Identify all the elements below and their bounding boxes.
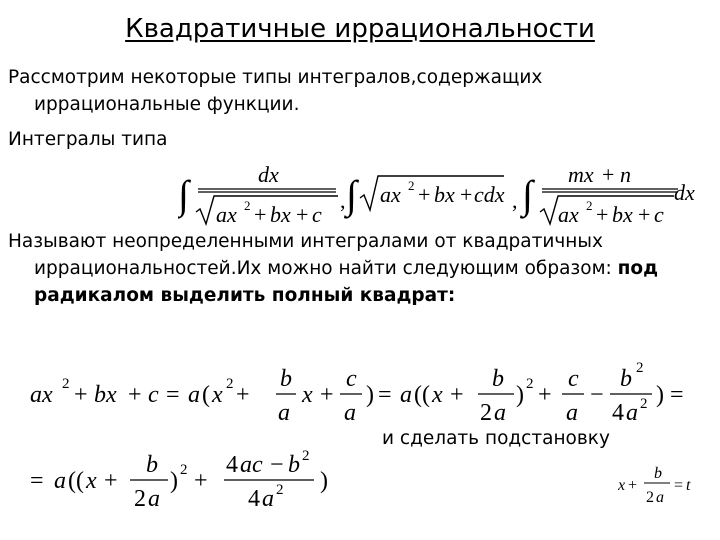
integrals-label: Интегралы типа [8,129,168,150]
svg-text:+: + [460,182,473,207]
svg-text:bx: bx [434,182,455,207]
svg-text:2: 2 [408,178,415,193]
svg-text:2: 2 [244,198,251,213]
svg-text:a: a [566,400,578,426]
method-line-2-text: иррациональностей.Их можно найти следующим образом: [34,258,618,279]
svg-text:+: + [628,477,638,494]
svg-text:2: 2 [134,486,146,512]
svg-text:2: 2 [646,489,654,506]
intro-paragraph [8,64,708,118]
svg-text:b: b [492,366,504,392]
svg-text:x: x [432,382,443,408]
completing-square-formula [30,356,710,428]
svg-text:+: + [296,202,309,227]
svg-text:4: 4 [248,486,260,512]
method-line-2-bold: под [617,258,659,279]
svg-text:+: + [236,382,250,408]
svg-text:bx: bx [612,202,633,227]
svg-text:+: + [104,468,118,494]
svg-text:−: − [270,452,284,478]
svg-text:+: + [128,382,142,408]
svg-text:a: a [262,486,274,512]
svg-text:a: a [148,486,160,512]
svg-text:2: 2 [180,462,188,478]
svg-text:+: + [254,202,267,227]
svg-text:=: = [670,382,684,408]
svg-text:ac: ac [240,452,263,478]
svg-text:4: 4 [612,400,624,426]
svg-text:2: 2 [636,360,644,376]
method-line-3 [8,282,708,309]
svg-text:=: = [166,382,180,408]
svg-text:=: = [674,477,684,494]
svg-text:x: x [618,477,626,494]
svg-text:,: , [512,188,518,213]
method-line-3-bold: радикалом выделить полный квадрат: [34,285,456,306]
method-paragraph [8,228,708,309]
svg-text:a: a [54,468,66,494]
svg-text:a: a [188,382,200,408]
svg-text:x: x [302,382,313,408]
slide-title: Квадратичные иррациональности [125,14,595,44]
method-line-1: Называют неопределенными интегралами от квадратичных [8,231,603,252]
intro-line-1: Рассмотрим некоторые типы интегралов,содержащих [8,67,543,88]
method-line-2 [8,255,708,282]
svg-text:−: − [590,382,604,408]
substitution-formula [618,462,698,512]
svg-text:bx: bx [270,202,291,227]
svg-text:): ) [320,468,328,494]
svg-text:=: = [378,382,392,408]
svg-text:x: x [86,468,97,494]
svg-text:2: 2 [526,376,534,392]
svg-text:ax: ax [30,382,53,408]
svg-text:t: t [686,477,691,494]
svg-text:a: a [494,400,506,426]
svg-text:): ) [170,468,178,494]
svg-text:mx: mx [568,162,594,187]
svg-text:): ) [366,382,374,408]
svg-text:a: a [400,382,412,408]
svg-text:b: b [620,366,632,392]
svg-text:2: 2 [62,376,70,392]
svg-text:b: b [654,465,662,482]
svg-text:(: ( [202,382,210,408]
svg-text:∫: ∫ [522,172,533,217]
svg-text:ax: ax [216,202,237,227]
svg-text:2: 2 [640,396,648,412]
svg-text:x: x [212,382,223,408]
completing-square-result [30,440,410,516]
svg-text:): ) [656,382,664,408]
svg-text:a: a [344,400,356,426]
svg-text:c: c [568,366,579,392]
svg-text:ax: ax [380,182,401,207]
svg-text:ax: ax [558,202,579,227]
svg-text:+: + [602,162,615,187]
svg-text:a: a [656,489,664,506]
svg-text:c: c [148,382,159,408]
svg-text:+: + [596,202,609,227]
svg-text:+: + [194,468,208,494]
intro-line-2: иррациональные функции. [34,94,300,115]
svg-text:b: b [146,452,158,478]
svg-text:): ) [516,382,524,408]
svg-text:2: 2 [276,482,284,498]
svg-text:+: + [538,382,552,408]
svg-text:+: + [320,382,334,408]
svg-text:2: 2 [480,400,492,426]
svg-text:2: 2 [226,376,234,392]
svg-text:a: a [626,400,638,426]
svg-text:2: 2 [302,448,310,464]
svg-text:cdx: cdx [474,182,505,207]
svg-text:c: c [346,366,357,392]
svg-text:4: 4 [226,452,238,478]
svg-text:b: b [288,452,300,478]
substitution-note: и сделать подстановку [382,428,610,449]
svg-text:((: (( [414,382,430,408]
svg-text:dx: dx [258,162,279,187]
svg-text:((: (( [68,468,84,494]
svg-text:dx: dx [674,180,695,205]
svg-text:∫: ∫ [178,172,189,217]
svg-text:b: b [280,366,292,392]
svg-text:+: + [638,202,651,227]
svg-text:c: c [312,202,322,227]
svg-text:,: , [340,188,346,213]
svg-text:bx: bx [94,382,117,408]
svg-text:c: c [654,202,664,227]
svg-text:n: n [620,162,631,187]
svg-text:+: + [418,182,431,207]
svg-text:+: + [74,382,88,408]
svg-text:∫: ∫ [346,172,357,217]
svg-text:+: + [450,382,464,408]
integrals-formula [178,160,702,232]
svg-text:2: 2 [586,198,593,213]
svg-text:=: = [30,468,44,494]
svg-text:a: a [278,400,290,426]
